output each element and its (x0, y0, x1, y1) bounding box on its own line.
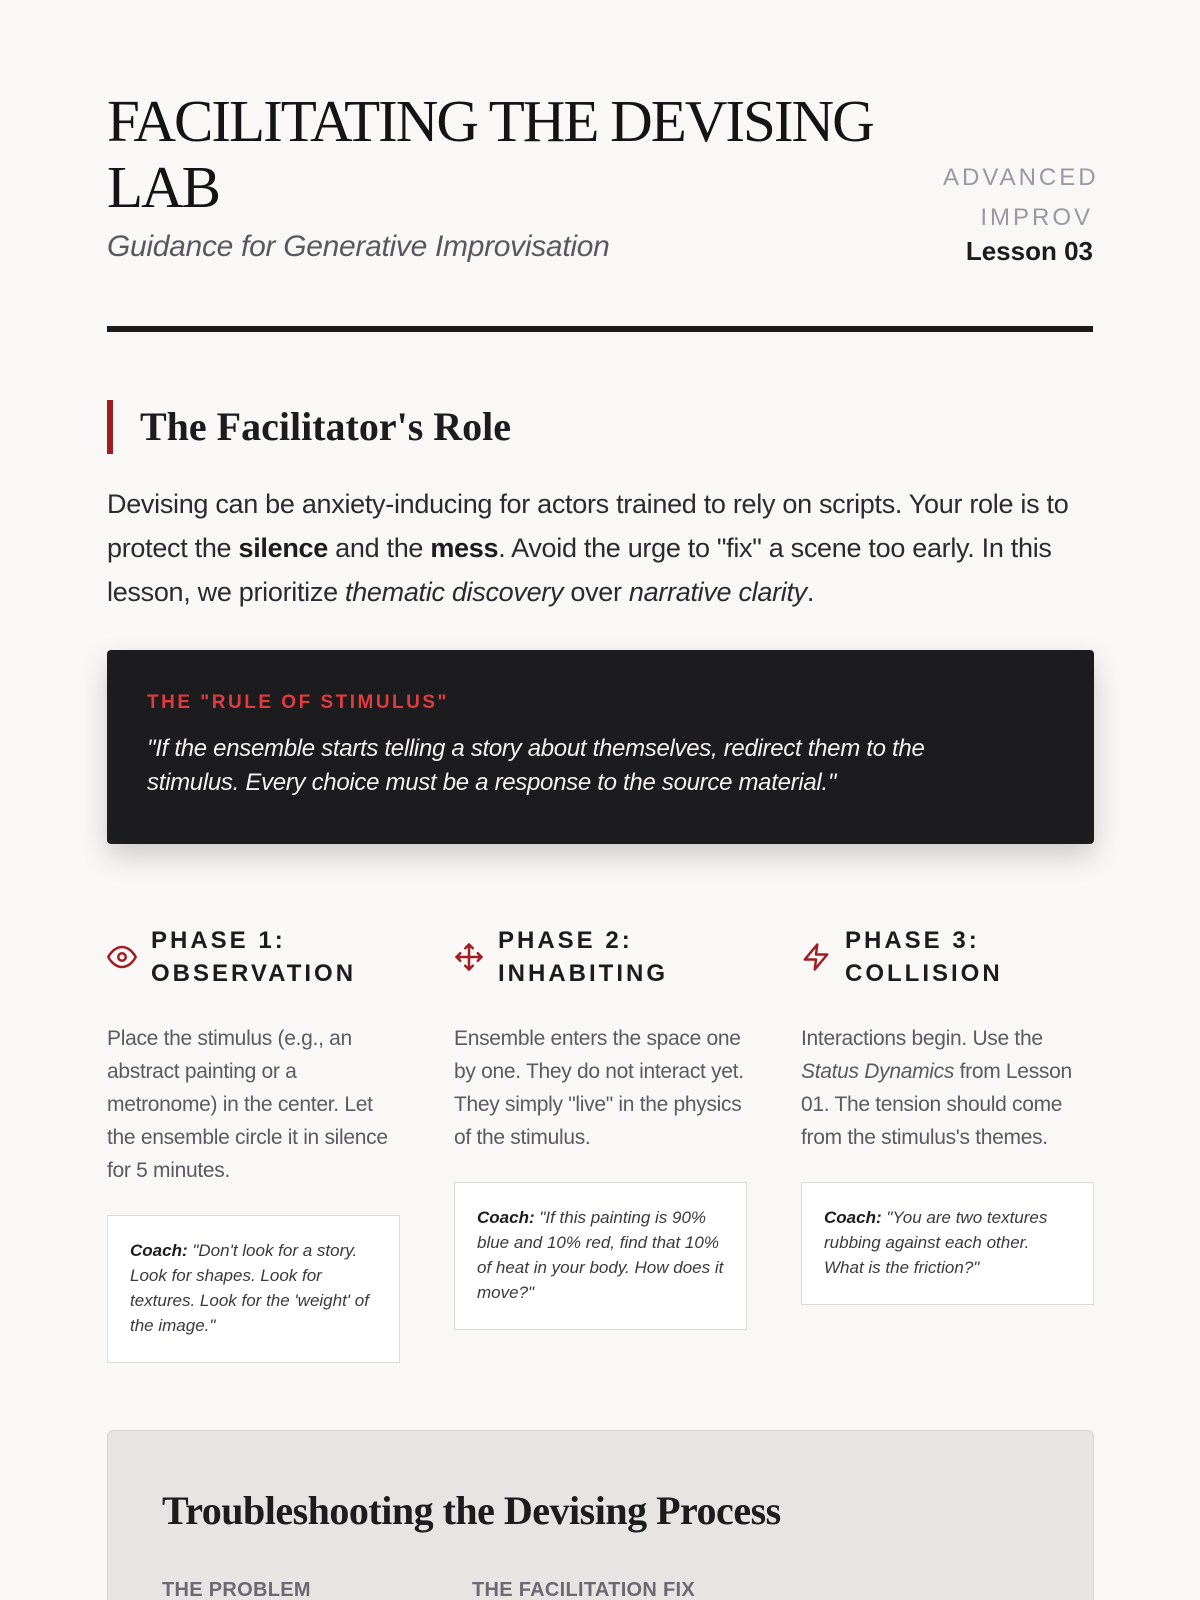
phase-text-post: from Lesson 01. The tension should come from the stimulus's themes. (801, 1060, 1072, 1149)
phase-title (845, 924, 1003, 990)
column-header-problem: THE PROBLEM (162, 1579, 311, 1600)
callout-quote: "If the ensemble starts telling a story about themselves, redirect them to the stimulus. Every choice must be a response to the source material." (147, 735, 925, 796)
course-label: ADVANCED IMPROV (943, 164, 1099, 231)
phase-title-line1: PHASE 2: (498, 927, 633, 954)
header-divider (107, 326, 1093, 332)
page-header (107, 0, 1099, 334)
intro-text-1: Devising can be anxiety-inducing for actors trained to rely on scripts. Your role is to protect the (107, 489, 1069, 563)
intro-italic-narrative: narrative clarity (628, 577, 807, 607)
troubleshooting-panel (107, 1430, 1094, 1600)
phases-grid (107, 924, 1094, 1364)
phase-header (454, 924, 747, 994)
coach-quote: "If this painting is 90% blue and 10% red, find that 10% of heat in your body. How does it move?" (477, 1208, 724, 1302)
intro-emphasis-silence: silence (238, 533, 328, 563)
coach-label: Coach: (477, 1208, 535, 1227)
lesson-meta (943, 158, 1099, 267)
troubleshooting-title: Troubleshooting the Devising Process (162, 1488, 781, 1533)
coach-note (801, 1182, 1094, 1305)
callout-label: THE "RULE OF STIMULUS" (147, 692, 450, 713)
coach-label: Coach: (824, 1208, 882, 1227)
phase-card-collision (801, 924, 1094, 1305)
phase-title-line2: COLLISION (845, 960, 1003, 987)
phase-text-pre: Interactions begin. Use the (801, 1027, 1043, 1050)
intro-emphasis-mess: mess (430, 533, 499, 563)
phase-header (107, 924, 400, 994)
section-heading-facilitator-role: The Facilitator's Role (107, 400, 511, 454)
intro-text-4: over (563, 577, 629, 607)
lightning-icon (801, 942, 831, 972)
intro-italic-thematic: thematic discovery (345, 577, 564, 607)
phase-text-italic: Status Dynamics (801, 1060, 955, 1083)
phase-title-line2: INHABITING (498, 960, 668, 987)
coach-note (454, 1182, 747, 1330)
coach-quote: "Don't look for a story. Look for shapes. Look for textures. Look for the 'weight' of the image." (130, 1241, 369, 1335)
phase-title (498, 924, 668, 990)
phase-description: Ensemble enters the space one by one. They do not interact yet. They simply "live" in the physics of the stimulus. (454, 1027, 744, 1149)
intro-text-3: . Avoid the urge to "fix" a scene too early. In this lesson, we prioritize (107, 533, 1052, 607)
coach-quote: "You are two textures rubbing against each other. What is the friction?" (824, 1208, 1048, 1277)
intro-text-5: . (806, 577, 815, 607)
phase-title (151, 924, 356, 990)
move-arrows-icon (454, 942, 484, 972)
coach-label: Coach: (130, 1241, 188, 1260)
page-title: FACILITATING THE DEVISING LAB (107, 88, 873, 220)
coach-note (107, 1215, 400, 1363)
phase-description (801, 1022, 1094, 1154)
intro-paragraph (107, 482, 1094, 614)
phase-card-inhabiting (454, 924, 747, 1330)
column-header-fix: THE FACILITATION FIX (472, 1579, 696, 1600)
phase-card-observation (107, 924, 400, 1363)
lesson-number: Lesson 03 (965, 236, 1093, 266)
phase-title-line1: PHASE 1: (151, 927, 286, 954)
page-subtitle: Guidance for Generative Improvisation (107, 230, 610, 263)
rule-of-stimulus-callout (107, 650, 1094, 844)
phase-header (801, 924, 1094, 994)
phase-title-line1: PHASE 3: (845, 927, 980, 954)
eye-icon (107, 942, 137, 972)
intro-text-2: and the (327, 533, 431, 563)
phase-title-line2: OBSERVATION (151, 960, 357, 987)
phase-description: Place the stimulus (e.g., an abstract painting or a metronome) in the center. Let the ensemble circle it in silence for 5 minutes. (107, 1027, 388, 1182)
